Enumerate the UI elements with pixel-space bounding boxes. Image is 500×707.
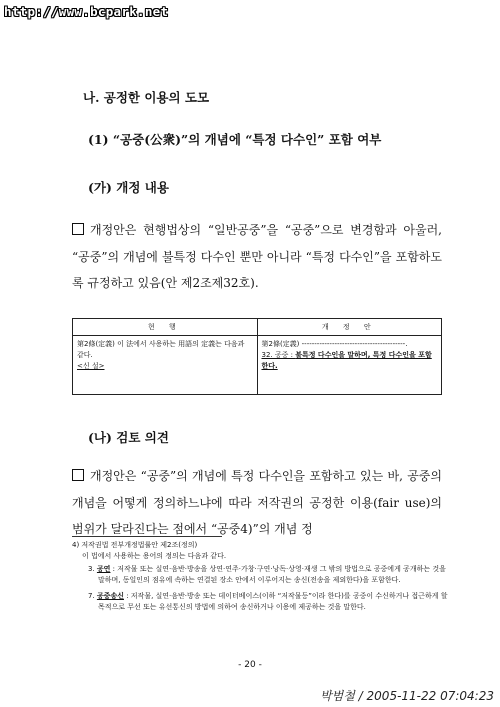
checkbox-bullet-icon xyxy=(72,223,84,235)
new-provision-marker: <신 설> xyxy=(77,362,105,370)
proposed-item-prefix: 32. 공중 : xyxy=(261,351,296,359)
author-timestamp-stamp: 박범철 / 2005-11-22 07:04:23 xyxy=(320,689,494,703)
footnote-divider xyxy=(72,536,222,537)
paragraph-review-opinion xyxy=(72,463,442,543)
paragraph-b-text: 개정안은 “공중”의 개념에 특정 다수인을 포함하고 있는 바, 공중의 개념을 어떻게 정의하느냐에 따라 저작권의 공정한 이용(fair use)의 범위가 달라진다는 점에서 “공중4)”의 개념 정 xyxy=(72,469,442,536)
current-law-cell xyxy=(73,336,258,395)
subsection-heading: (1) “공중(公衆)”의 개념에 “특정 다수인” 포함 여부 xyxy=(88,132,382,147)
checkbox-bullet-icon xyxy=(72,469,84,481)
footnote-item-7-number: 7. xyxy=(88,592,95,600)
column-header-current: 현 행 xyxy=(73,319,258,336)
footnote-item-3-text: : 저작물 또는 실연·음반·방송을 상연·연주·가창·구연·낭독·상영·재생 그 밖의 방법으로 공중에게 공개하는 것을 말하며, 동일인의 점유에 속하는 연결된 장소 안에서 이루어지는 송신(전송을 제외한다)을 포함한다. xyxy=(98,565,446,584)
footnote-item-7 xyxy=(72,591,452,612)
item-a-heading: (가) 개정 내용 xyxy=(88,180,169,195)
footnote xyxy=(72,540,452,612)
footnote-item-7-term: 공중송신 xyxy=(96,592,124,600)
column-header-proposed: 개 정 안 xyxy=(257,319,442,336)
page-number: - 20 - xyxy=(238,660,262,670)
comparison-table xyxy=(72,318,442,395)
footnote-item-3-number: 3. xyxy=(88,565,95,573)
paragraph-a-text: 개정안은 현행법상의 “일반공중”을 “공중”으로 변경함과 아울러, “공중”의 개념에 불특정 다수인 뿐만 아니라 “특정 다수인”을 포함하도록 규정하고 있음(안 제2조제32호). xyxy=(72,223,442,290)
current-article-text: 第2條(定義) 이 法에서 사용하는 用語의 定義는 다음과 같다. xyxy=(77,340,245,359)
footnote-item-3 xyxy=(72,564,452,585)
footnote-intro: 이 법에서 사용하는 용어의 정의는 다음과 같다. xyxy=(82,551,227,560)
footnote-item-3-term: 공연 xyxy=(96,565,111,573)
watermark-url: http://www.bcpark.net xyxy=(4,4,169,19)
proposed-law-cell xyxy=(257,336,442,395)
paragraph-amendment-content xyxy=(72,217,442,297)
item-b-heading: (나) 검토 의견 xyxy=(88,430,169,445)
footnote-item-7-text: : 저작물, 실연·음반·방송 또는 데이터베이스(이하 “저작물등”이라 한다)를 공중이 수신하거나 접근하게 할 목적으로 무선 또는 유선통신의 방법에 의하여 송신하거나 이용에 제공하는 것을 말한다. xyxy=(98,592,448,611)
footnote-title: 4) 저작권법 전부개정법률안 제2조(정의) xyxy=(72,541,198,549)
proposed-item-emphasis: 불특정 다수인을 말하며, 특정 다수인을 포함한다. xyxy=(261,351,432,370)
proposed-article-text: 第2條(定義) -----------------------------------------. xyxy=(261,340,408,348)
section-heading: 나. 공정한 이용의 도모 xyxy=(83,90,210,105)
